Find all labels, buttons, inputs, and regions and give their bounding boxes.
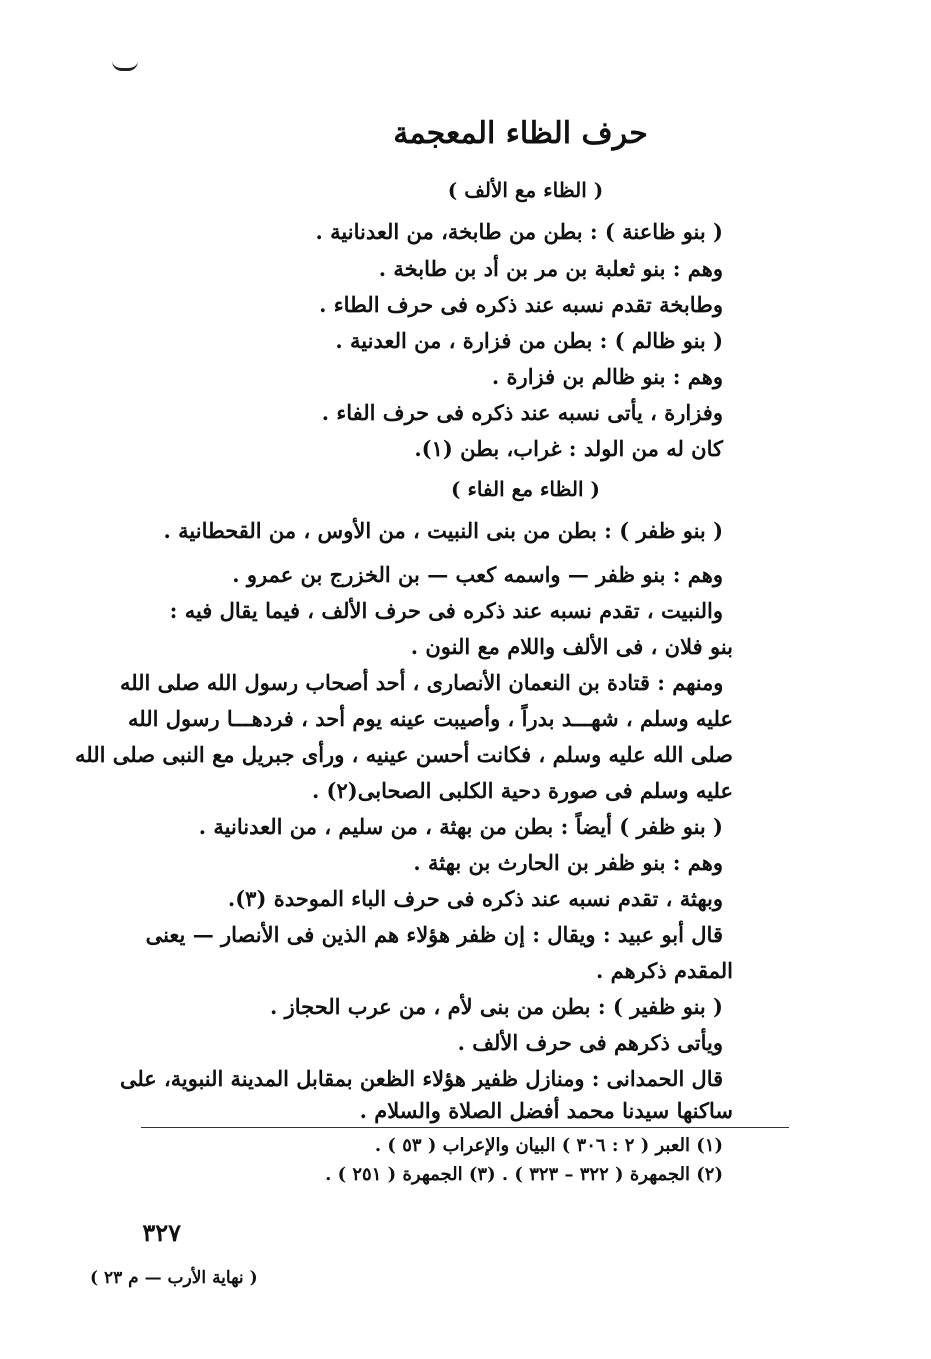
- text-line: عليه وسلم ، شهـــد بدراً ، وأصيبت عينه يوم أحد ، فردهـــا رسول الله: [127, 706, 733, 731]
- text-line: ( بنو ظالم ) : بطن من فزارة ، من العدنية .: [335, 328, 723, 353]
- text-line: بنو فلان ، فى الألف واللام مع النون .: [410, 634, 733, 659]
- section-heading-alif: ( الظاء مع الألف ): [447, 178, 604, 202]
- page-title: حرف الظاء المعجمة: [393, 116, 648, 151]
- text-line: ( بنو ظفر ) أيضاً : بطن من بهثة ، من سليم ، من العدنانية .: [198, 814, 723, 839]
- text-line: وفزارة ، يأتى نسبه عند ذكره فى حرف الفاء .: [321, 400, 723, 425]
- text-line: كان له من الولد : غراب، بطن (١).: [414, 436, 723, 461]
- text-line: ساكنها سيدنا محمد أفضل الصلاة والسلام .: [359, 1098, 733, 1123]
- text-line: ( بنو ظفر ) : بطن من بنى النبيت ، من الأوس ، من القحطانية .: [163, 518, 723, 543]
- text-line: المقدم ذكرهم .: [596, 958, 733, 983]
- corner-mark: [112, 56, 138, 71]
- text-line: وهم : بنو ظفر بن الحارث بن بهثة .: [413, 850, 723, 875]
- text-line: وبهثة ، تقدم نسبه عند ذكره فى حرف الباء الموحدة (٣).: [227, 886, 723, 911]
- section-heading-fa: ( الظاء مع الفاء ): [451, 477, 600, 501]
- page-number: ٣٢٧: [142, 1218, 181, 1247]
- text-line: صلى الله عليه وسلم ، فكانت أحسن عينيه ، ورأى جبريل مع النبى صلى الله: [75, 742, 733, 767]
- text-line: وهم : بنو ثعلبة بن مر بن أد بن طابخة .: [378, 256, 723, 281]
- text-line: وهم : بنو ظفر — واسمه كعب — بن الخزرج بن عمرو .: [232, 562, 723, 587]
- book-signature: ( نهاية الأرب — م ٢٣ ): [90, 1268, 258, 1288]
- text-line: قال أبو عبيد : ويقال : إن ظفر هؤلاء هم الذين فى الأنصار — يعنى: [145, 922, 723, 947]
- text-line: ( بنو ظاعنة ) : بطن من طابخة، من العدنانية .: [315, 219, 723, 244]
- text-line: ( بنو ظفير ) : بطن من بنى لأم ، من عرب الحجاز .: [269, 994, 723, 1019]
- text-line: ومنهم : قتادة بن النعمان الأنصارى ، أحد أصحاب رسول الله صلى الله: [119, 670, 723, 695]
- text-line: ويأتى ذكرهم فى حرف الألف .: [457, 1030, 723, 1055]
- footnote: (١) العبر ( ٢ : ٣٠٦ ) البيان والإعراب ( ٥٣ ) .: [374, 1135, 723, 1156]
- text-line: وهم : بنو ظالم بن فزارة .: [491, 364, 723, 389]
- text-line: وطابخة تقدم نسبه عند ذكره فى حرف الطاء .: [319, 292, 723, 317]
- text-line: قال الحمدانى : ومنازل ظفير هؤلاء الظعن بمقابل المدينة النبوية، على: [119, 1066, 723, 1091]
- footnote: (٢) الجمهرة ( ٣٢٢ – ٣٢٣ ) . (٣) الجمهرة ( ٢٥١ ) .: [325, 1164, 723, 1185]
- text-line: والنبيت ، تقدم نسبه عند ذكره فى حرف الألف ، فيما يقال فيه :: [169, 598, 723, 623]
- text-line: عليه وسلم فى صورة دحية الكلبى الصحابى(٢) .: [311, 778, 733, 803]
- footnote-divider: [141, 1127, 789, 1128]
